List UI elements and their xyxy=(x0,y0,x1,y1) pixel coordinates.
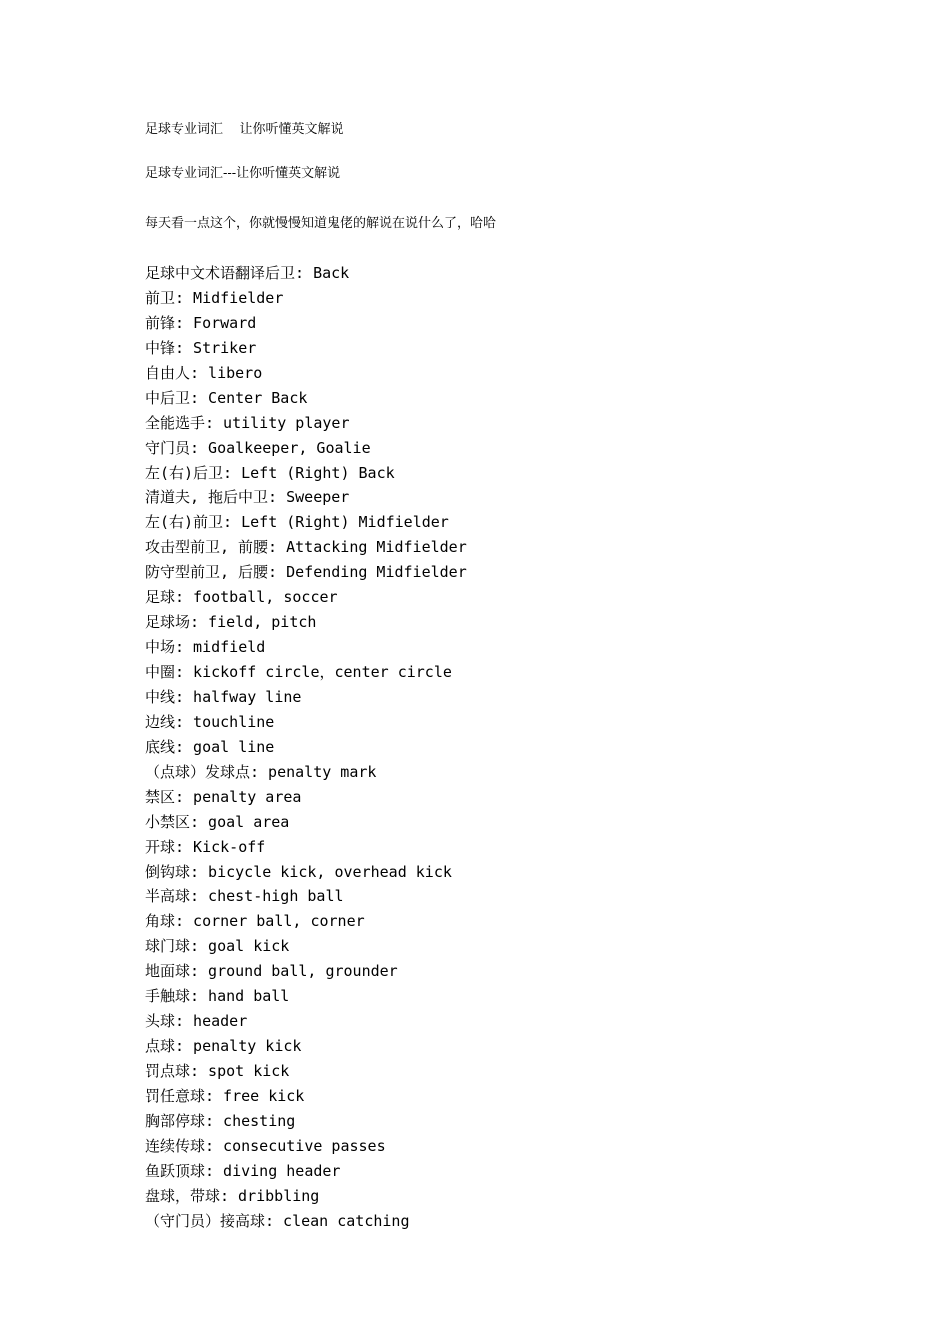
glossary-entry: 左(右)前卫: Left (Right) Midfielder xyxy=(145,513,449,532)
glossary-entry: （点球）发球点: penalty mark xyxy=(145,762,377,781)
glossary-entry: 连续传球: consecutive passes xyxy=(145,1136,386,1155)
glossary-entry: 前卫: Midfielder xyxy=(145,288,284,307)
document-subtitle: 足球专业词汇---让你听懂英文解说 xyxy=(145,166,341,181)
glossary-entry: 倒钩球: bicycle kick, overhead kick xyxy=(145,862,452,881)
glossary-entry: 全能选手: utility player xyxy=(145,413,350,432)
glossary-entry: 边线: touchline xyxy=(145,712,275,731)
glossary-entry: 鱼跃顶球: diving header xyxy=(145,1161,341,1180)
glossary-entry: 罚任意球: free kick xyxy=(145,1086,305,1105)
glossary-entry: 守门员: Goalkeeper, Goalie xyxy=(145,438,371,457)
glossary-entry: 球门球: goal kick xyxy=(145,937,290,956)
glossary-list xyxy=(145,261,467,1234)
glossary-entry: 自由人: libero xyxy=(145,363,263,382)
intro-paragraph: 每天看一点这个，你就慢慢知道鬼佬的解说在说什么了，哈哈 xyxy=(145,216,497,231)
glossary-entry: 禁区: penalty area xyxy=(145,787,302,806)
glossary-entry: 足球中文术语翻译后卫: Back xyxy=(145,264,350,282)
glossary-entry: 左(右)后卫: Left (Right) Back xyxy=(145,463,395,482)
glossary-entry: 底线: goal line xyxy=(145,737,275,756)
glossary-entry: 中锋: Striker xyxy=(145,338,257,357)
glossary-entry: 角球: corner ball, corner xyxy=(145,912,365,931)
glossary-entry: 半高球: chest-high ball xyxy=(145,887,344,906)
glossary-entry: 前锋: Forward xyxy=(145,313,257,332)
glossary-entry: 清道夫, 拖后中卫: Sweeper xyxy=(145,488,350,507)
glossary-entry: 胸部停球: chesting xyxy=(145,1111,296,1130)
glossary-entry: 攻击型前卫, 前腰: Attacking Midfielder xyxy=(145,538,467,557)
glossary-entry: （守门员）接高球: clean catching xyxy=(145,1211,410,1230)
glossary-entry: 罚点球: spot kick xyxy=(145,1062,290,1080)
glossary-entry: 小禁区: goal area xyxy=(145,812,290,831)
glossary-entry: 中后卫: Center Back xyxy=(145,388,308,407)
glossary-entry: 头球: header xyxy=(145,1012,248,1031)
glossary-entry: 点球: penalty kick xyxy=(145,1037,302,1056)
glossary-entry: 地面球: ground ball, grounder xyxy=(145,962,398,981)
glossary-entry: 手触球: hand ball xyxy=(145,987,290,1006)
glossary-entry: 中线: halfway line xyxy=(145,687,302,706)
glossary-entry: 开球: Kick-off xyxy=(145,837,266,856)
glossary-entry: 中场: midfield xyxy=(145,638,266,657)
glossary-entry: 中圈: kickoff circle，center circle xyxy=(145,663,452,681)
glossary-entry: 足球场: field, pitch xyxy=(145,613,317,632)
glossary-entry: 足球: football, soccer xyxy=(145,588,338,607)
document-title: 足球专业词汇 让你听懂英文解说 xyxy=(145,122,344,137)
glossary-entry: 盘球，带球: dribbling xyxy=(145,1186,320,1205)
glossary-entry: 防守型前卫, 后腰: Defending Midfielder xyxy=(145,563,467,582)
